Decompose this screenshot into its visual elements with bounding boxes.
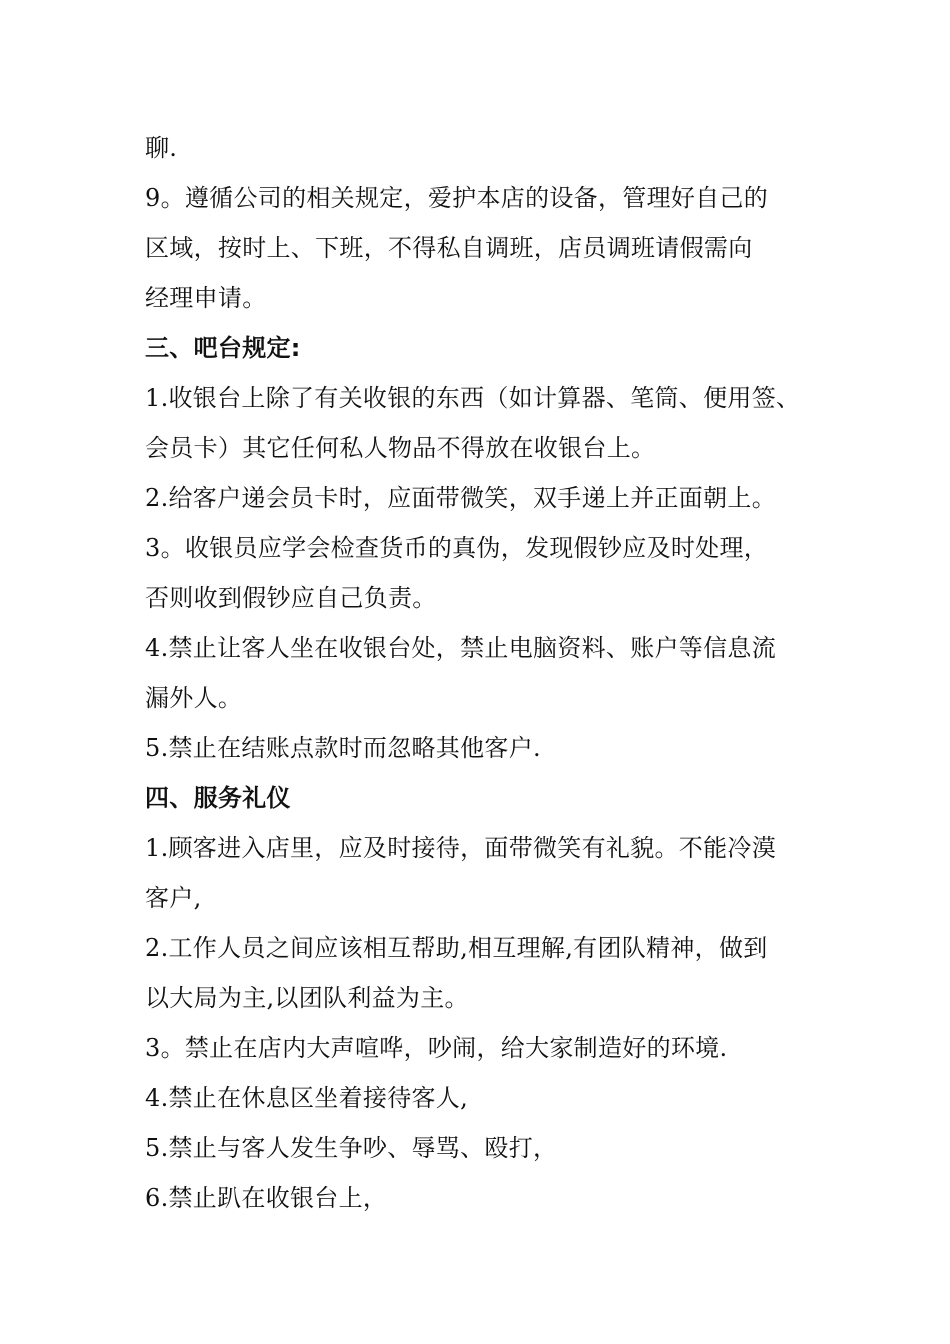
text-line: 聊. [145,134,178,162]
text-line: 4.禁止在休息区坐着接待客人, [145,1084,469,1112]
text-line: 3。禁止在店内大声喧哗，吵闹，给大家制造好的环境. [145,1034,728,1062]
text-line: 经理申请。 [145,284,267,312]
text-line: 4.禁止让客人坐在收银台处，禁止电脑资料、账户等信息流 [145,634,776,662]
text-line: 漏外人。 [145,684,243,712]
text-line: 6.禁止趴在收银台上， [145,1184,388,1212]
text-line: 5.禁止与客人发生争吵、辱骂、殴打， [145,1134,558,1162]
text-line: 9。遵循公司的相关规定，爱护本店的设备，管理好自己的 [145,184,769,212]
text-line: 2.给客户递会员卡时，应面带微笑，双手递上并正面朝上。 [145,484,776,512]
text-line: 会员卡）其它任何私人物品不得放在收银台上。 [145,434,656,462]
text-line: 1.收银台上除了有关收银的东西（如计算器、笔筒、便用签、 [145,384,801,412]
text-line: 1.顾客进入店里，应及时接待，面带微笑有礼貌。不能冷漠 [145,834,776,862]
section-heading: 四、服务礼仪 [145,784,291,812]
text-line: 客户, [145,884,202,912]
text-line: 区域，按时上、下班，不得私自调班，店员调班请假需向 [145,234,753,262]
text-line: 2.工作人员之间应该相互帮助,相互理解,有团队精神，做到 [145,934,768,962]
text-line: 以大局为主,以团队利益为主。 [145,984,469,1012]
text-line: 3。收银员应学会检查货币的真伪，发现假钞应及时处理， [145,534,769,562]
text-line: 5.禁止在结账点款时而忽略其他客户. [145,734,541,762]
text-line: 否则收到假钞应自己负责。 [145,584,437,612]
section-heading: 三、吧台规定: [145,334,301,362]
